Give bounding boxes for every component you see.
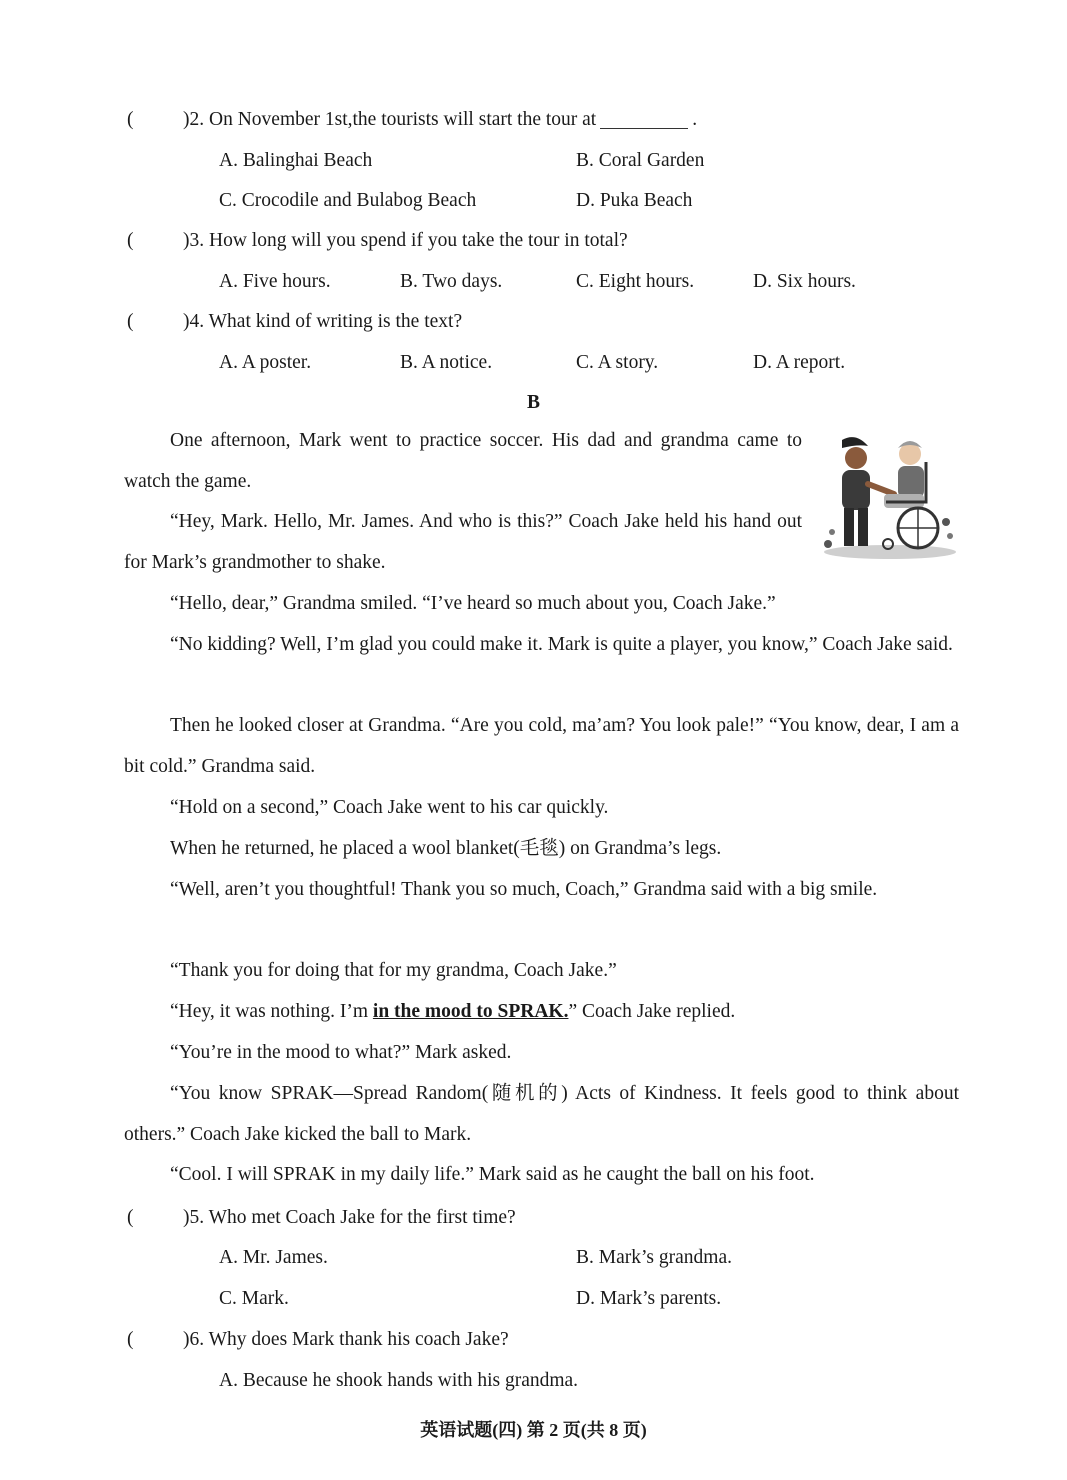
question-stem: )6. Why does Mark thank his coach Jake? — [183, 1329, 509, 1350]
answer-paren[interactable]: ( — [127, 109, 134, 130]
option-b[interactable]: B. Coral Garden — [576, 150, 705, 171]
option-c[interactable]: C. Crocodile and Bulabog Beach — [219, 190, 477, 211]
paragraph: “Hello, dear,” Grandma smiled. “I’ve heard so much about you, Coach Jake.” — [170, 593, 776, 614]
option-d[interactable]: D. Mark’s parents. — [576, 1288, 722, 1309]
page-footer: 英语试题(四) 第 2 页(共 8 页) — [420, 1420, 647, 1440]
paragraph: “Cool. I will SPRAK in my daily life.” Mark said as he caught the ball on his foot. — [170, 1164, 815, 1185]
paragraph: “No kidding? Well, I’m glad you could make it. Mark is quite a player, you know,” Coach Jake said. — [170, 634, 953, 655]
question-stem: )3. How long will you spend if you take the tour in total? — [183, 230, 628, 251]
paragraph: Then he looked closer at Grandma. “Are you cold, ma’am? You look pale!” “You know, dear, I am a bit cold.” Grandma said. — [124, 715, 959, 777]
paragraph: “Hold on a second,” Coach Jake went to his car quickly. — [170, 797, 609, 818]
option-d[interactable]: D. Six hours. — [753, 271, 856, 292]
coach-and-grandma-illustration — [822, 432, 958, 560]
option-d[interactable]: D. Puka Beach — [576, 190, 693, 211]
section-heading: B — [526, 392, 540, 413]
option-b[interactable]: B. A notice. — [400, 352, 493, 373]
answer-blank[interactable] — [600, 128, 688, 129]
option-a[interactable]: A. Because he shook hands with his grandma. — [219, 1370, 579, 1391]
answer-paren[interactable]: ( — [127, 230, 134, 251]
option-a[interactable]: A. Mr. James. — [219, 1247, 328, 1268]
question-stem: )5. Who met Coach Jake for the first time? — [183, 1207, 516, 1228]
question-stem: )4. What kind of writing is the text? — [183, 311, 463, 332]
answer-paren[interactable]: ( — [127, 1207, 134, 1228]
option-b[interactable]: B. Two days. — [400, 271, 503, 292]
option-b[interactable]: B. Mark’s grandma. — [576, 1247, 732, 1268]
option-c[interactable]: C. Eight hours. — [576, 271, 695, 292]
option-c[interactable]: C. Mark. — [219, 1288, 289, 1309]
paragraph: One afternoon, Mark went to practice soccer. His dad and grandma came to watch the game. — [124, 430, 802, 492]
paragraph: “Well, aren’t you thoughtful! Thank you so much, Coach,” Grandma said with a big smile. — [170, 879, 878, 900]
option-a[interactable]: A. Balinghai Beach — [219, 150, 373, 171]
paragraph: “You’re in the mood to what?” Mark asked. — [170, 1042, 512, 1063]
answer-paren[interactable]: ( — [127, 1329, 134, 1350]
paragraph: “You know SPRAK—Spread Random(随机的) Acts of Kindness. It feels good to think about others.” Coach Jake kicked the ball to Mark. — [124, 1083, 959, 1145]
paragraph: “Hey, it was nothing. I’m in the mood to SPRAK.” Coach Jake replied. — [170, 1001, 736, 1022]
option-a[interactable]: A. A poster. — [219, 352, 312, 373]
option-d[interactable]: D. A report. — [753, 352, 846, 373]
question-stem: )2. On November 1st,the tourists will start the tour at . — [183, 109, 698, 130]
paragraph: “Thank you for doing that for my grandma, Coach Jake.” — [170, 960, 617, 981]
option-c[interactable]: C. A story. — [576, 352, 659, 373]
underlined-phrase: in the mood to SPRAK. — [372, 1001, 569, 1022]
paragraph: When he returned, he placed a wool blanket(毛毯) on Grandma’s legs. — [170, 838, 722, 859]
option-a[interactable]: A. Five hours. — [219, 271, 331, 292]
paragraph: “Hey, Mark. Hello, Mr. James. And who is this?” Coach Jake held his hand out for Mark’s grandmother to shake. — [124, 511, 802, 573]
answer-paren[interactable]: ( — [127, 311, 134, 332]
